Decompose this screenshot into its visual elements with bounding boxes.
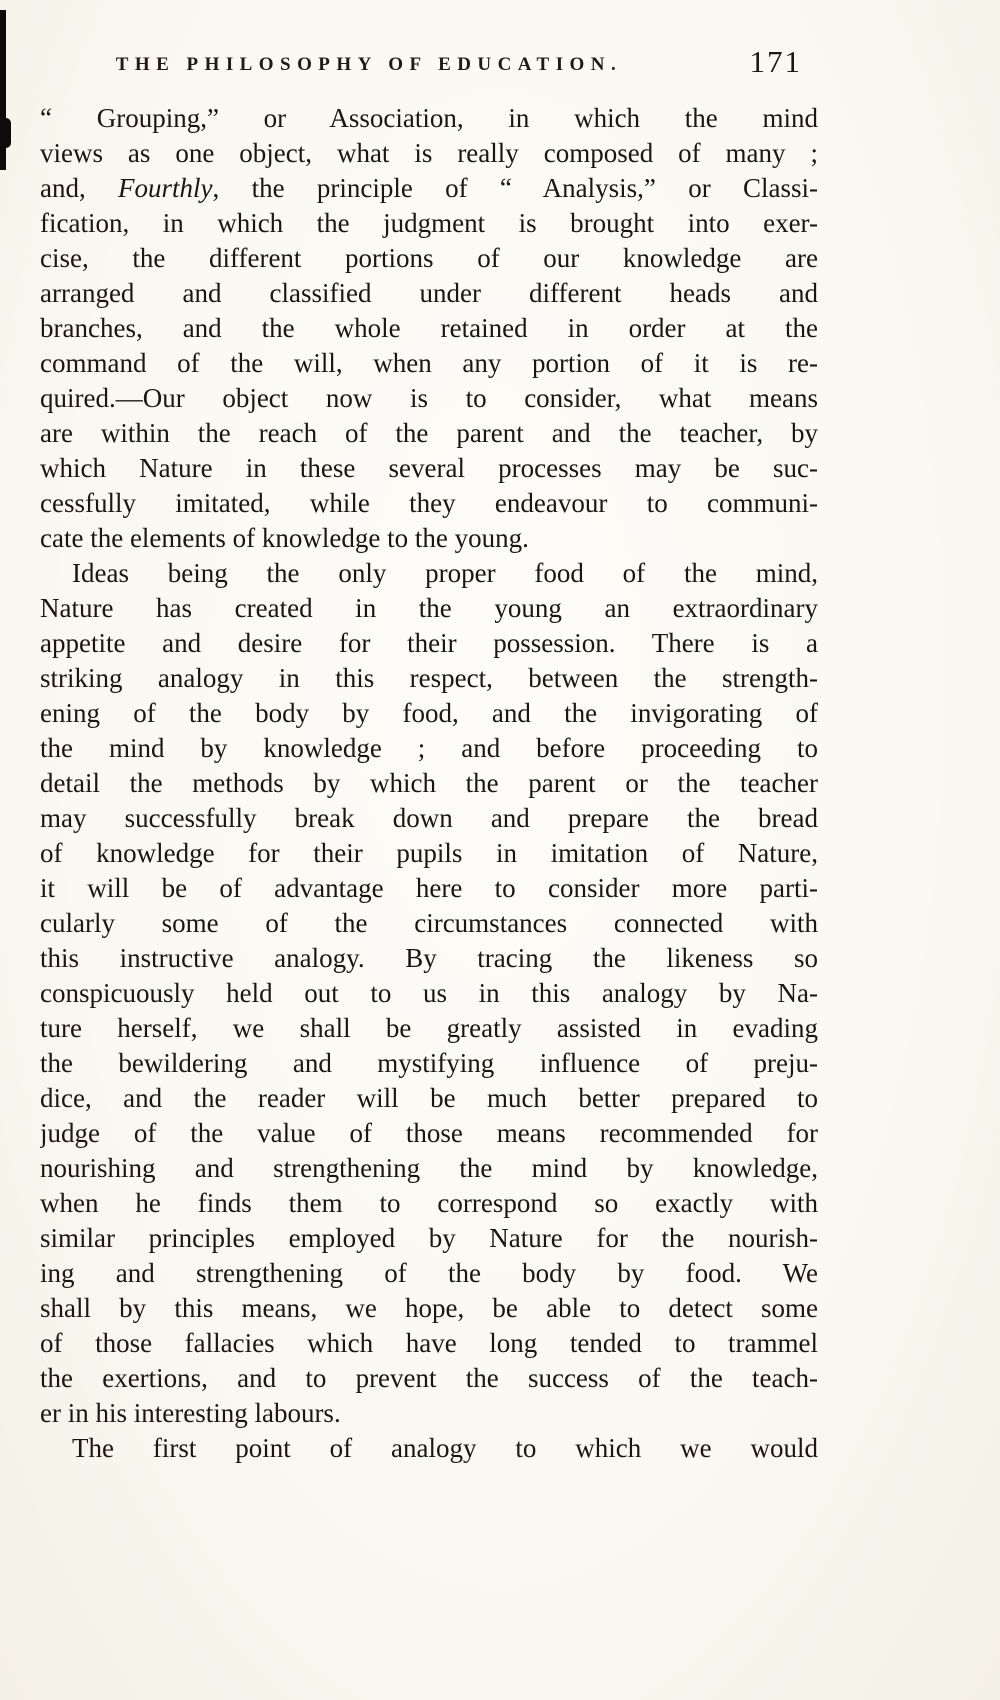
text-line: the bewildering and mystifying influence of preju- <box>40 1048 818 1078</box>
text-line: when he finds them to correspond so exactly with <box>40 1188 818 1218</box>
italic-text: Fourthly <box>118 173 213 203</box>
page-body <box>40 101 818 1466</box>
running-header-title: THE PHILOSOPHY OF EDUCATION. <box>115 54 623 75</box>
text-line: cise, the different portions of our knowledge are <box>40 243 818 273</box>
text-line: “ Grouping,” or Association, in which the mind <box>40 103 818 133</box>
text-line: er in his interesting labours. <box>40 1398 341 1428</box>
text-line: ture herself, we shall be greatly assisted in evading <box>40 1013 818 1043</box>
text-line: ing and strengthening of the body by food. We <box>40 1258 818 1288</box>
scan-blob-artifact <box>0 118 11 148</box>
text-line: it will be of advantage here to consider more parti- <box>40 873 818 903</box>
text-line: cate the elements of knowledge to the young. <box>40 523 529 553</box>
text-line: cessfully imitated, while they endeavour to communi- <box>40 488 818 518</box>
text-line: of those fallacies which have long tended to trammel <box>40 1328 818 1358</box>
text-line: shall by this means, we hope, be able to detect some <box>40 1293 818 1323</box>
text-line: detail the methods by which the parent or the teacher <box>40 768 818 798</box>
text-line: may successfully break down and prepare the bread <box>40 803 818 833</box>
text-line: arranged and classified under different heads and <box>40 278 818 308</box>
text-line: of knowledge for their pupils in imitation of Nature, <box>40 838 818 868</box>
text-line: quired.—Our object now is to consider, what means <box>40 383 818 413</box>
text-line: Ideas being the only proper food of the mind, <box>72 558 818 588</box>
text-line: appetite and desire for their possession. There is a <box>40 628 818 658</box>
text-line: similar principles employed by Nature for the nourish- <box>40 1223 818 1253</box>
text-line: conspicuously held out to us in this analogy by Na- <box>40 978 818 1008</box>
paragraph <box>40 556 818 1431</box>
text-line: The first point of analogy to which we would <box>72 1433 818 1463</box>
text-line: and, Fourthly, the principle of “ Analysis,” or Classi- <box>40 173 818 203</box>
text-line: judge of the value of those means recommended for <box>40 1118 818 1148</box>
text-line: are within the reach of the parent and the teacher, by <box>40 418 818 448</box>
text-line: Nature has created in the young an extraordinary <box>40 593 818 623</box>
text-line: which Nature in these several processes may be suc- <box>40 453 818 483</box>
text-line: dice, and the reader will be much better prepared to <box>40 1083 818 1113</box>
running-header <box>40 44 818 88</box>
text-line: fication, in which the judgment is brought into exer- <box>40 208 818 238</box>
text-line: this instructive analogy. By tracing the likeness so <box>40 943 818 973</box>
text-line: cularly some of the circumstances connected with <box>40 908 818 938</box>
text-line: ening of the body by food, and the invigorating of <box>40 698 818 728</box>
text-line: views as one object, what is really composed of many ; <box>40 138 818 168</box>
text-line: branches, and the whole retained in order at the <box>40 313 818 343</box>
text-line: nourishing and strengthening the mind by knowledge, <box>40 1153 818 1183</box>
paragraph <box>40 1431 818 1466</box>
text-line: the mind by knowledge ; and before proceeding to <box>40 733 818 763</box>
text-line: the exertions, and to prevent the success of the teach- <box>40 1363 818 1393</box>
page-number: 171 <box>749 44 802 79</box>
paragraph <box>40 101 818 556</box>
text-line: striking analogy in this respect, between the strength- <box>40 663 818 693</box>
text-line: command of the will, when any portion of it is re- <box>40 348 818 378</box>
